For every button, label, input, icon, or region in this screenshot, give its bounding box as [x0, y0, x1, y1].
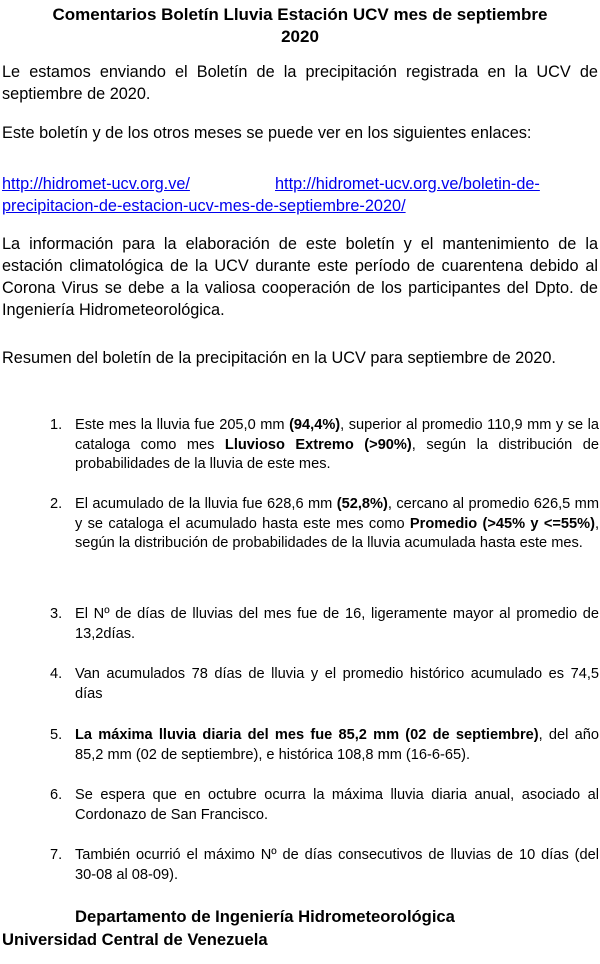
list-number: 1.	[50, 417, 63, 433]
summary-heading: Resumen del boletín de la precipitación en la UCV para septiembre de 2020.	[2, 349, 556, 367]
list-text: Este mes la lluvia fue 205,0 mm (94,4%), superior al promedio 110,9 mm y se la cataloga como mes Lluvioso Extremo (>90%), según la distribución de probabilidades de la lluvia de este mes.	[75, 417, 600, 472]
list-number: 4.	[50, 666, 63, 682]
footer-department: Departamento de Ingeniería Hidrometeorológica	[75, 907, 455, 926]
bulletin-link-part-1[interactable]: http://hidromet-ucv.org.ve/boletin-de-	[275, 175, 540, 193]
list-text: Van acumulados 78 días de lluvia y el promedio histórico acumulado es 74,5 días	[75, 666, 599, 702]
list-number: 3.	[50, 606, 63, 622]
footer-university: Universidad Central de Venezuela	[2, 930, 268, 949]
links-intro-paragraph: Este boletín y de los otros meses se puede ver en los siguientes enlaces:	[2, 124, 532, 142]
list-text: El acumulado de la lluvia fue 628,6 mm (52,8%), cercano al promedio 626,5 mm y se cataloga el acumulado hasta este mes como Promedio (>45% y <=55%), según la distribución de probabilidades de la lluvia acumulada hasta este mes.	[75, 496, 599, 551]
acknowledgement-paragraph: La información para la elaboración de este boletín y el mantenimiento de la estación climatológica de la UCV durante este período de cuarentena debido al Corona Virus se debe a la valiosa cooperación de los participantes del Dpto. de Ingeniería Hidrometeorológica.	[2, 235, 598, 319]
list-text: También ocurrió el máximo Nº de días consecutivos de lluvias de 10 días (del 30-08 al 08-09).	[75, 847, 599, 883]
document-title	[0, 4, 600, 48]
list-number: 6.	[50, 787, 63, 803]
list-text: El Nº de días de lluvias del mes fue de 16, ligeramente mayor al promedio de 13,2días.	[75, 606, 599, 642]
title-line-2: 2020	[281, 27, 319, 46]
links-block	[2, 173, 598, 215]
bulletin-link-part-2[interactable]: precipitacion-de-estacion-ucv-mes-de-septiembre-2020/	[2, 197, 406, 215]
hidromet-home-link[interactable]: http://hidromet-ucv.org.ve/	[2, 175, 190, 193]
list-number: 5.	[50, 727, 63, 743]
list-number: 7.	[50, 847, 63, 863]
list-text: La máxima lluvia diaria del mes fue 85,2 mm (02 de septiembre), del año 85,2 mm (02 de septiembre), e histórica 108,8 mm (16-6-65).	[75, 727, 599, 763]
intro-paragraph: Le estamos enviando el Boletín de la precipitación registrada en la UCV de septiembre de 2020.	[2, 63, 598, 103]
list-text: Se espera que en octubre ocurra la máxima lluvia diaria anual, asociado al Cordonazo de San Francisco.	[75, 787, 599, 823]
title-line-1: Comentarios Boletín Lluvia Estación UCV mes de septiembre	[52, 5, 548, 24]
list-number: 2.	[50, 496, 63, 512]
